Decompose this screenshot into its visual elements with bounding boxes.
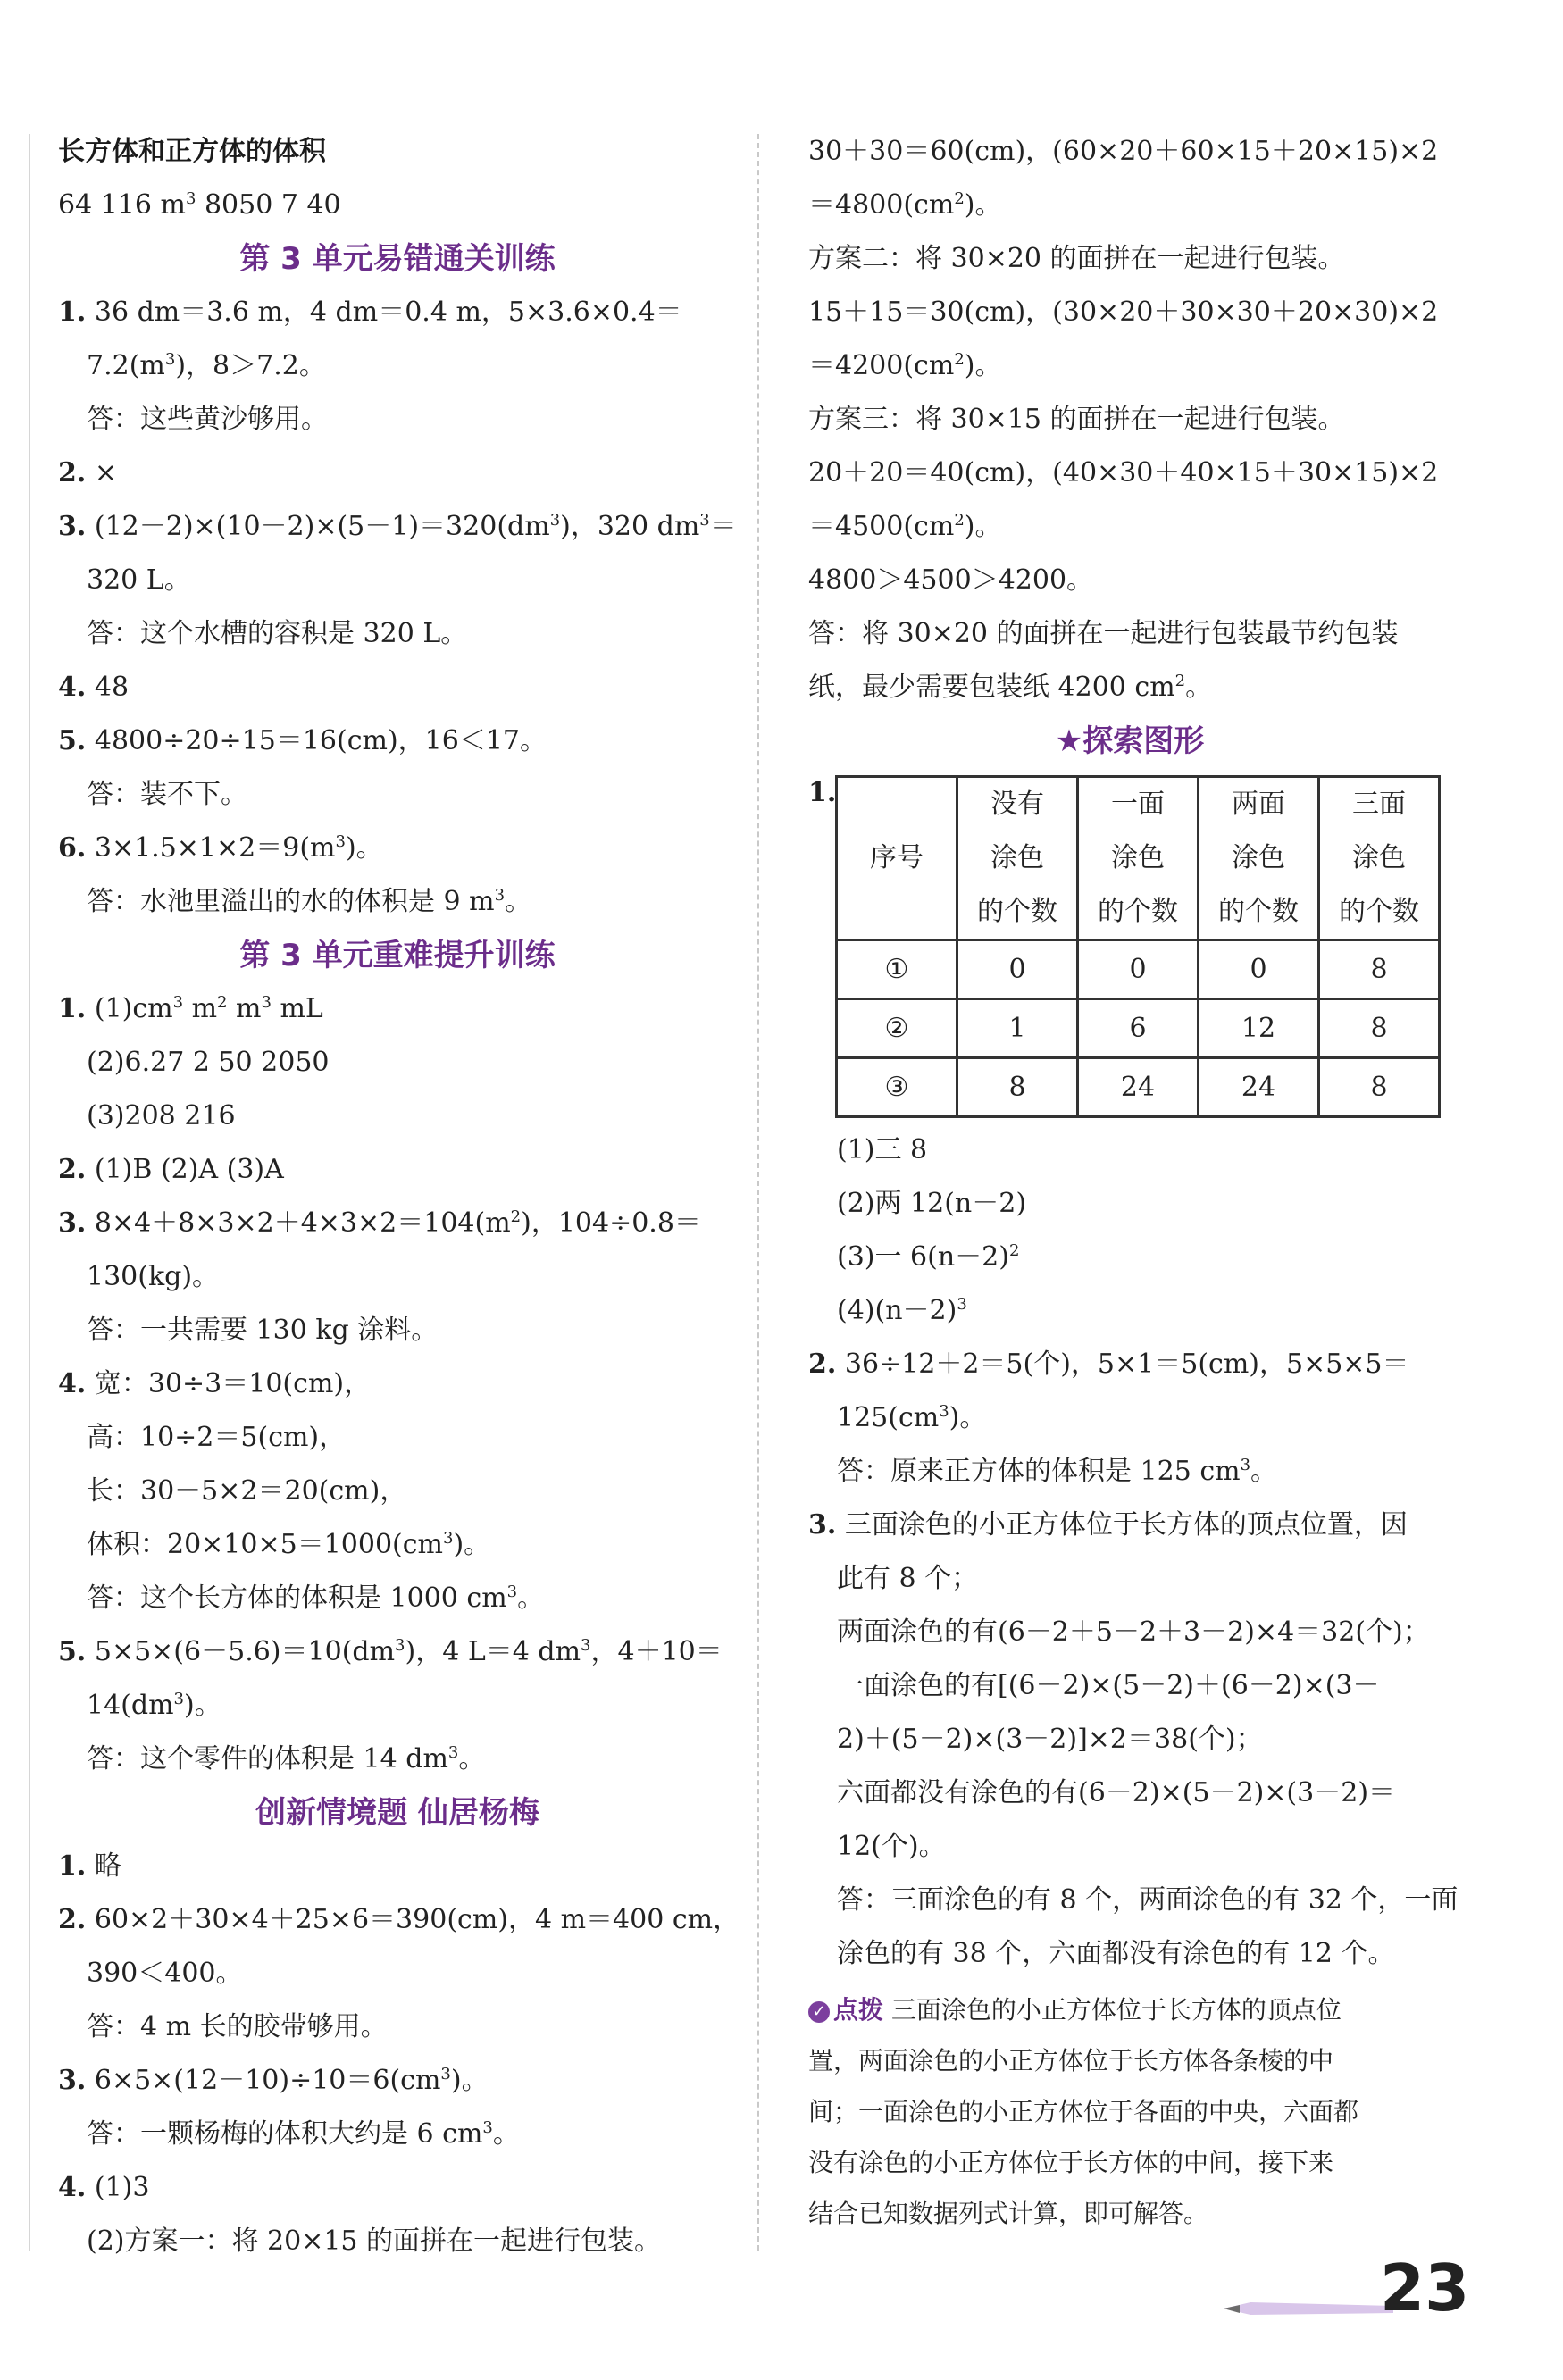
answer-line bbox=[58, 1893, 740, 1947]
answer-line bbox=[808, 1391, 1451, 1445]
table-cell: 0 bbox=[1199, 940, 1319, 999]
answer-line bbox=[58, 1250, 737, 1304]
answer-text: 答：这个长方体的体积是 1000 $cm^3$。 bbox=[87, 1582, 545, 1614]
painted-cubes-table bbox=[835, 775, 1441, 1118]
answer-text: 长：30－5×2＝20(cm)， bbox=[87, 1475, 407, 1507]
answer-line bbox=[58, 1679, 737, 1733]
table-cell: 8 bbox=[1319, 999, 1440, 1058]
answer-text: 4800÷20÷15＝16(cm)，16＜17。 bbox=[86, 725, 547, 756]
table-header-cell: 一面 涂色 的个数 bbox=[1078, 777, 1199, 940]
answer-text: 答：原来正方体的体积是 125 $cm^3$。 bbox=[837, 1456, 1278, 1487]
question-number: 4. bbox=[58, 1368, 87, 1399]
answer-text: $125(cm^3)$。 bbox=[837, 1402, 987, 1433]
answer-line: 答：将 30×20 的面拼在一起进行包装最节约包装 bbox=[808, 618, 1399, 649]
answer-text: 2)＋(5－2)×(3－2)]×2＝38(个)； bbox=[837, 1724, 1263, 1755]
answer-text: 宽：30÷3＝10(cm)， bbox=[86, 1368, 372, 1399]
answer-line bbox=[808, 1177, 1451, 1231]
answer-line bbox=[808, 1338, 1451, 1391]
question-number: 1. bbox=[58, 1850, 87, 1882]
answer-line bbox=[58, 554, 737, 607]
answer-line: 方案二：将 30×20 的面拼在一起进行包装。 bbox=[808, 243, 1345, 274]
answer-text: 答：水池里溢出的水的体积是 9 $m^3$。 bbox=[87, 886, 532, 917]
answer-text: $7.2(m^3)$，8＞7.2。 bbox=[87, 350, 326, 381]
paint-table-block bbox=[808, 775, 1451, 1118]
table-row bbox=[837, 999, 1440, 1058]
question-number: 2. bbox=[58, 1904, 87, 1935]
answer-line bbox=[58, 1572, 737, 1625]
answer-line bbox=[808, 1123, 1451, 1177]
answer-text: 体积：$20\times 10\times 5=1000(cm^3)$。 bbox=[87, 1529, 491, 1560]
answer-line bbox=[58, 714, 737, 768]
left-margin-line bbox=[29, 134, 30, 2251]
answer-text: 略 bbox=[86, 1850, 121, 1882]
answer-text: 答：一共需要 130 kg 涂料。 bbox=[87, 1315, 439, 1346]
tip-line: 三面涂色的小正方体位于长方体的顶点位 bbox=[890, 1995, 1342, 2025]
answer-line bbox=[808, 1713, 1451, 1766]
answer-line bbox=[808, 1499, 1451, 1552]
answer-text: (2)方案一：将 20×15 的面拼在一起进行包装。 bbox=[87, 2226, 662, 2257]
answer-text: 涂色的有 38 个，六面都没有涂色的有 12 个。 bbox=[837, 1938, 1395, 1969]
answer-line bbox=[58, 2161, 737, 2215]
table-cell: 0 bbox=[957, 940, 1078, 999]
answer-line bbox=[58, 1733, 737, 1786]
answer-line: 15＋15＝30(cm)，(30×20＋30×30＋20×30)×2 bbox=[808, 296, 1439, 328]
table-header-cell: 两面 涂色 的个数 bbox=[1199, 777, 1319, 940]
table-header-cell: 三面 涂色 的个数 bbox=[1319, 777, 1440, 940]
answer-line bbox=[58, 1197, 737, 1250]
section-heading: 第 3 单元重难提升训练 bbox=[239, 938, 556, 973]
answer-line bbox=[58, 1357, 737, 1411]
table-cell: ① bbox=[837, 940, 957, 999]
answer-line bbox=[808, 1927, 1451, 1981]
answer-line: $=4800(cm^2)$。 bbox=[808, 189, 1002, 221]
answer-line bbox=[808, 1766, 1451, 1820]
table-cell: 1 bbox=[957, 999, 1078, 1058]
answer-line bbox=[58, 1143, 737, 1197]
answer-line bbox=[808, 1284, 1451, 1338]
subsection-title: 长方体和正方体的体积 bbox=[58, 136, 326, 167]
pencil-body-shape bbox=[1224, 2302, 1393, 2315]
question-number: 2. bbox=[58, 457, 87, 489]
question-number: 3. bbox=[808, 1509, 837, 1541]
column-divider bbox=[757, 134, 759, 2251]
tip-label: 点拨 bbox=[833, 1995, 884, 2025]
answer-line bbox=[58, 1465, 737, 1518]
answer-line bbox=[808, 1874, 1459, 1927]
answer-line bbox=[58, 2215, 737, 2268]
answer-line bbox=[808, 1820, 1451, 1874]
answer-text: (1)3 bbox=[86, 2172, 150, 2203]
answer-line bbox=[808, 1231, 1451, 1284]
answer-text: 390＜400。 bbox=[87, 1958, 243, 1989]
answer-line: 纸，最少需要包装纸 4200 $cm^2$。 bbox=[808, 672, 1213, 703]
table-row bbox=[837, 1058, 1440, 1117]
answer-text: (1)三 8 bbox=[837, 1134, 928, 1165]
answer-line bbox=[58, 179, 737, 232]
left-column bbox=[58, 125, 740, 2268]
table-cell: 8 bbox=[1319, 1058, 1440, 1117]
answer-text: $(1)cm^3$ $m^2$ $m^3$ mL bbox=[86, 993, 323, 1024]
answer-line bbox=[58, 2000, 737, 2054]
answer-text: × bbox=[86, 457, 118, 489]
tip-line: 置，两面涂色的小正方体位于长方体各条棱的中 bbox=[808, 2046, 1334, 2075]
tip-box bbox=[808, 1984, 1451, 2239]
answer-text: 12(个)。 bbox=[837, 1831, 946, 1862]
tip-line: 结合已知数据列式计算，即可解答。 bbox=[808, 2199, 1209, 2228]
table-cell: ③ bbox=[837, 1058, 957, 1117]
table-header-row bbox=[837, 777, 1440, 940]
page-number: 23 bbox=[1380, 2251, 1470, 2326]
answer-line bbox=[58, 1036, 737, 1090]
answer-line bbox=[808, 1552, 1451, 1606]
question-number: 3. bbox=[58, 2065, 87, 2096]
answer-text: (3)一 $6(n-2)^2$ bbox=[837, 1241, 1020, 1273]
question-number: 2. bbox=[808, 1349, 837, 1380]
question-number: 5. bbox=[58, 725, 87, 756]
answer-line: $=4200(cm^2)$。 bbox=[808, 350, 1002, 381]
question-number: 2. bbox=[58, 1154, 87, 1185]
answer-line bbox=[58, 1518, 737, 1572]
answer-text: $(4)(n-2)^3$ bbox=[837, 1295, 967, 1326]
answer-line bbox=[808, 1659, 1451, 1713]
answer-text: 320 L。 bbox=[87, 564, 191, 596]
tip-line: 间；一面涂色的小正方体位于各面的中央，六面都 bbox=[808, 2097, 1359, 2126]
answer-line: 20＋20＝40(cm)，(40×30＋40×15＋30×15)×2 bbox=[808, 457, 1439, 489]
question-number: 1. bbox=[58, 296, 87, 328]
question-number: 4. bbox=[58, 2172, 87, 2203]
answer-text: (2)6.27 2 50 2050 bbox=[87, 1047, 330, 1078]
answer-text: 36 dm＝3.6 m，4 dm＝0.4 m，5×3.6×0.4＝ bbox=[86, 296, 682, 328]
answer-line bbox=[58, 1840, 737, 1893]
answer-line bbox=[58, 339, 737, 393]
table-cell: 6 bbox=[1078, 999, 1199, 1058]
answer-text: 48 bbox=[86, 672, 130, 703]
table-cell: 12 bbox=[1199, 999, 1319, 1058]
pencil-decoration-icon bbox=[1224, 2286, 1402, 2331]
table-cell: 8 bbox=[957, 1058, 1078, 1117]
answer-line bbox=[58, 1947, 737, 2000]
answer-line bbox=[58, 447, 737, 500]
answer-line: 4800＞4500＞4200。 bbox=[808, 564, 1094, 596]
answer-line bbox=[58, 1625, 737, 1679]
answer-text: 答：4 m 长的胶带够用。 bbox=[87, 2011, 388, 2042]
answer-text: 答：三面涂色的有 8 个，两面涂色的有 32 个，一面 bbox=[837, 1884, 1459, 1916]
table-header-cell: 没有 涂色 的个数 bbox=[957, 777, 1078, 940]
answer-line bbox=[58, 1411, 737, 1465]
answer-line: 方案三：将 30×15 的面拼在一起进行包装。 bbox=[808, 404, 1345, 435]
table-header-cell: 序号 bbox=[837, 777, 957, 940]
answer-line bbox=[58, 661, 737, 714]
tip-line: 没有涂色的小正方体位于长方体的中间，接下来 bbox=[808, 2148, 1334, 2177]
table-cell: ② bbox=[837, 999, 957, 1058]
answer-text: $14(dm^3)$。 bbox=[87, 1690, 221, 1721]
tip-icon: ✓ bbox=[808, 2001, 830, 2023]
answer-line bbox=[58, 875, 737, 929]
answer-line bbox=[58, 500, 737, 554]
table-cell: 24 bbox=[1199, 1058, 1319, 1117]
section-heading: 第 3 单元易错通关训练 bbox=[239, 241, 556, 277]
answer-text: $3\times 1.5\times 1\times 2=9(m^3)$。 bbox=[86, 832, 383, 864]
answer-line: 30＋30＝60(cm)，(60×20＋60×15＋20×15)×2 bbox=[808, 136, 1439, 167]
table-question-number: 1. bbox=[808, 777, 837, 808]
answer-line bbox=[58, 607, 737, 661]
answer-line bbox=[58, 1090, 737, 1143]
right-column bbox=[808, 125, 1459, 2239]
answer-text: 一面涂色的有[(6－2)×(5－2)＋(6－2)×(3－ bbox=[837, 1670, 1380, 1701]
pencil-tip-shape bbox=[1224, 2305, 1240, 2313]
explore-shapes-heading: ★探索图形 bbox=[1055, 723, 1205, 759]
answer-text: 答：这个水槽的容积是 320 L。 bbox=[87, 618, 468, 649]
question-number: 5. bbox=[58, 1636, 87, 1667]
answer-text: 答：一颗杨梅的体积大约是 6 $cm^3$。 bbox=[87, 2118, 520, 2150]
answer-line bbox=[58, 822, 737, 875]
answer-text: 答：装不下。 bbox=[87, 779, 247, 810]
tip-rest bbox=[808, 2035, 1451, 2239]
answer-line bbox=[808, 1606, 1451, 1659]
answer-text: 高：10÷2＝5(cm)， bbox=[87, 1422, 347, 1453]
answer-text: 36÷12＋2＝5(个)，5×1＝5(cm)，5×5×5＝ bbox=[836, 1349, 1409, 1380]
answer-line bbox=[58, 2054, 737, 2108]
answer-line bbox=[808, 1445, 1451, 1499]
answer-text: 64 116 $m^3$ 8050 7 40 bbox=[58, 189, 341, 221]
answer-text: 130(kg)。 bbox=[87, 1261, 220, 1292]
packaging-solutions bbox=[808, 125, 1451, 714]
answer-text: 60×2＋30×4＋25×6＝390(cm)，4 m＝400 cm， bbox=[86, 1904, 740, 1935]
answer-text: $6\times 5\times(12-10)\div 10=6(cm^3)$。 bbox=[86, 2065, 489, 2096]
answer-line bbox=[58, 393, 737, 447]
answer-line bbox=[58, 1304, 737, 1357]
answer-line bbox=[58, 2108, 737, 2161]
answer-text: (2)两 12(n－2) bbox=[837, 1188, 1027, 1219]
answer-text: 此有 8 个； bbox=[837, 1563, 979, 1594]
question-number: 4. bbox=[58, 672, 87, 703]
question-number: 3. bbox=[58, 511, 87, 542]
explore-answers bbox=[808, 1123, 1459, 1981]
answer-text: 答：这个零件的体积是 14 $dm^3$。 bbox=[87, 1743, 486, 1775]
answer-line bbox=[58, 286, 737, 339]
answer-text: 六面都没有涂色的有(6－2)×(5－2)×(3－2)＝ bbox=[837, 1777, 1396, 1808]
answer-text: (1)B (2)A (3)A bbox=[86, 1154, 284, 1185]
table-cell: 24 bbox=[1078, 1058, 1199, 1117]
table-cell: 0 bbox=[1078, 940, 1199, 999]
answer-line bbox=[58, 768, 737, 822]
answer-text: 答：这些黄沙够用。 bbox=[87, 404, 328, 435]
section-heading: 创新情境题 仙居杨梅 bbox=[255, 1795, 539, 1831]
answer-text: 两面涂色的有(6－2＋5－2＋3－2)×4＝32(个)； bbox=[837, 1616, 1430, 1648]
answer-text: 三面涂色的小正方体位于长方体的顶点位置，因 bbox=[836, 1509, 1408, 1541]
answer-line bbox=[58, 982, 737, 1036]
answer-line: $=4500(cm^2)$。 bbox=[808, 511, 1002, 542]
answer-text: $8\times 4+8\times 3\times 2+4\times 3\times 2=104(m^2)$，104÷0.8＝ bbox=[86, 1207, 701, 1239]
answer-text: $(12-2)\times(10-2)\times(5-1)=320(dm^3)$，320 $dm^3=$ bbox=[86, 511, 737, 542]
table-cell: 8 bbox=[1319, 940, 1440, 999]
question-number: 1. bbox=[58, 993, 87, 1024]
answer-text: (3)208 216 bbox=[87, 1100, 236, 1132]
answer-text: $5\times 5\times(6-5.6)=10(dm^3)$，4 L＝4 $dm^3$，4＋10＝ bbox=[86, 1636, 723, 1667]
question-number: 3. bbox=[58, 1207, 87, 1239]
tip-first-line bbox=[808, 1984, 1451, 2035]
question-number: 6. bbox=[58, 832, 87, 864]
table-row bbox=[837, 940, 1440, 999]
